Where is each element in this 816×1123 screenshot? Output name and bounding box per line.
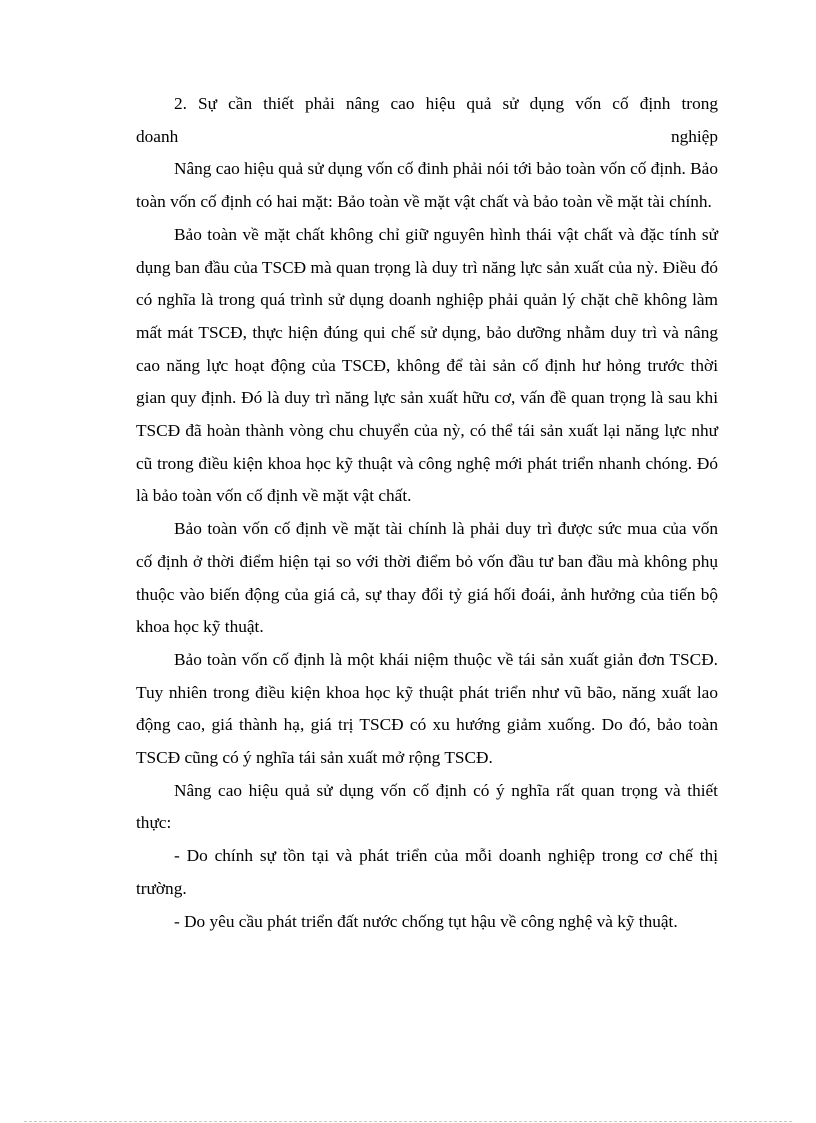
page-bottom-border — [24, 1121, 792, 1122]
paragraph-financial-preservation: Bảo toàn vốn cố định về mặt tài chính là phải duy trì được sức mua của vốn cố định ở thời điểm hiện tại so với thời điểm bỏ vốn đầu tư ban đầu mà không phụ thuộc vào biến động của giá cả, sự thay đổi tỷ giá hối đoái, ảnh hưởng của tiến bộ khoa học kỹ thuật. — [136, 519, 718, 637]
paragraph-material-preservation: Bảo toàn về mặt chất không chỉ giữ nguyên hình thái vật chất và đặc tính sử dụng ban đầu của TSCĐ mà quan trọng là duy trì năng lực sản xuất của nỳ. Điều đó có nghĩa là trong quá trình sử dụng doanh nghiệp phải quản lý chặt chẽ không làm mất mát TSCĐ, thực hiện đúng qui chế sử dụng, bảo dưỡng nhằm duy trì và nâng cao năng lực hoạt động của TSCĐ, không để tài sản cố định hư hỏng trước thời gian quy định. Đó là duy trì năng lực sản xuất hữu cơ, vấn đề quan trọng là sau khi TSCĐ đã hoàn thành vòng chu chuyển của nỳ, có thể tái sản xuất lại năng lực như cũ trong điều kiện khoa học kỹ thuật và công nghệ mới phát triển nhanh chóng. Đó là bảo toàn vốn cố định về mặt vật chất. — [136, 224, 718, 506]
section-heading-line-1: 2. Sự cần thiết phải nâng cao hiệu quả sử dụng vốn cố định trong — [174, 94, 718, 113]
section-heading-line-2: doanh nghiệp — [136, 126, 718, 146]
document-body — [136, 88, 718, 938]
paragraph-importance: Nâng cao hiệu quả sử dụng vốn cố định có ý nghĩa rất quan trọng và thiết thực: — [136, 780, 718, 833]
paragraph-preservation-intro: Nâng cao hiệu quả sử dụng vốn cố đinh phải nói tới bảo toàn vốn cố định. Bảo toàn vốn cố định có hai mặt: Bảo toàn về mặt vật chất và bảo toàn về mặt tài chính. — [136, 159, 718, 212]
paragraph-simple-reproduction: Bảo toàn vốn cố định là một khái niệm thuộc về tái sản xuất giản đơn TSCĐ. Tuy nhiên trong điều kiện khoa học kỹ thuật phát triển như vũ bão, năng xuất lao động cao, giá thành hạ, giá trị TSCĐ có xu hướng giảm xuống. Do đó, bảo toàn TSCĐ cũng có ý nghĩa tái sản xuất mở rộng TSCĐ. — [136, 649, 718, 768]
list-item-market-mechanism: - Do chính sự tồn tại và phát triển của mỗi doanh nghiệp trong cơ chế thị trường. — [136, 846, 718, 898]
list-item-technology-lag: - Do yêu cầu phát triển đất nước chống tụt hậu về công nghệ và kỹ thuật. — [174, 911, 678, 931]
